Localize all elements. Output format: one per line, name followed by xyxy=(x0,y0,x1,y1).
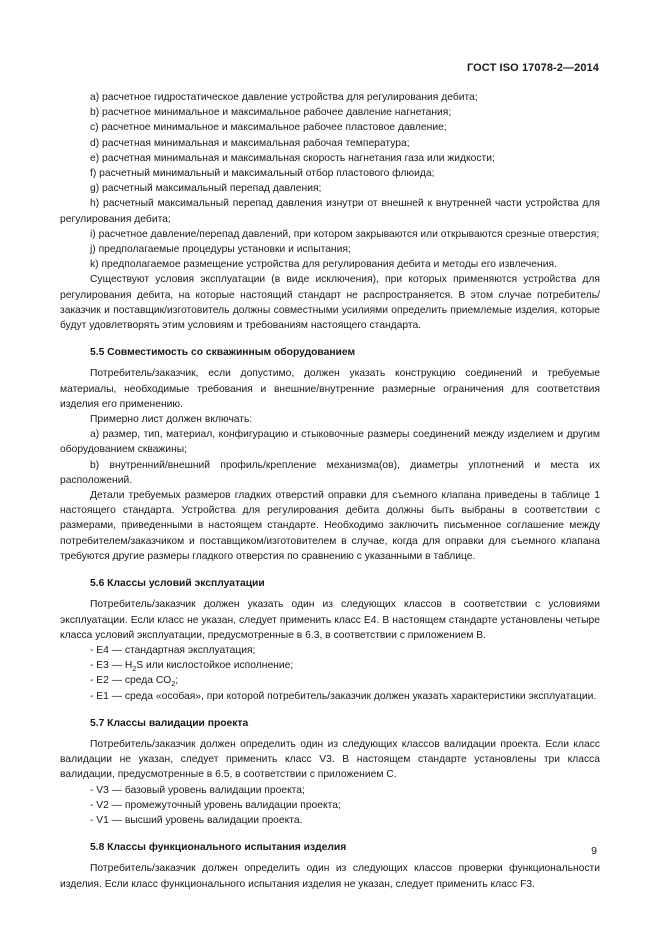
section-5-6-heading: 5.6 Классы условий эксплуатации xyxy=(90,578,265,590)
section-5-5-paragraph: Примерно лист должен включать: xyxy=(90,414,253,426)
list-item: f) расчетный минимальный и максимальный отбор пластового флюида; xyxy=(90,168,435,180)
section-5-7-heading: 5.7 Классы валидации проекта xyxy=(90,717,249,729)
list-item: e) расчетная минимальная и максимальная скорость нагнетания газа или жидкости; xyxy=(90,152,495,164)
class-e2-text: - E2 — среда CO xyxy=(90,675,172,687)
list-item xyxy=(60,673,600,688)
list-item: a) расчетное гидростатическое давление устройства для регулирования дебита; xyxy=(90,92,478,103)
list-item: i) расчетное давление/перепад давлений, при котором закрываются или открываются срезные отверстия; xyxy=(90,228,600,240)
document-code-header: ГОСТ ISO 17078-2—2014 xyxy=(466,62,599,74)
list-item: g) расчетный максимальный перепад давления; xyxy=(90,183,322,195)
list-item: h) расчетный максимальный перепад давления изнутри от внешней к внутренней части устройства для регулирования дебита; xyxy=(60,198,600,225)
subscript: 2 xyxy=(132,666,137,674)
class-e3-text: - E3 — H xyxy=(90,660,133,672)
section-5-7-paragraph: Потребитель/заказчик должен определить один из следующих классов валидации проекта. Если класс валидации не указан, следует применить класс V3. В настоящем стандарте установлены три класса валидации, предусмотренные в 6.5, в соответствии с приложением С. xyxy=(60,738,600,781)
subscript: 2 xyxy=(171,681,176,689)
list-item: k) предполагаемое размещение устройства для регулирования дебита и методы его извлечения. xyxy=(90,259,557,271)
list-item: - V1 — высший уровень валидации проекта. xyxy=(90,814,303,826)
list-item: c) расчетное минимальное и максимальное рабочее пластовое давление; xyxy=(90,122,447,134)
list-item: b) расчетное минимальное и максимальное рабочее давление нагнетания; xyxy=(90,107,452,119)
section-5-8-paragraph: Потребитель/заказчик должен определить один из следующих классов проверки функциональности изделия. Если класс функционального испытания изделия не указан, следует применить класс F3. xyxy=(60,863,600,890)
section-5-8-heading: 5.8 Классы функционального испытания изделия xyxy=(90,842,347,854)
list-item: - E1 — среда «особая», при которой потребитель/заказчик должен указать характеристики эксплуатации. xyxy=(90,690,597,702)
list-item: - V3 — базовый уровень валидации проекта; xyxy=(90,784,305,796)
page-number: 9 xyxy=(591,845,597,857)
list-item: a) размер, тип, материал, конфигурацию и стыковочные размеры соединений между изделием и другим оборудованием скважины; xyxy=(60,429,600,456)
exceptions-paragraph: Существуют условия эксплуатации (в виде исключения), при которых применяются устройства для регулирования дебита, на которые настоящий стандарт не распространяется. В этом случае потребитель/заказчик и поставщик/изготовитель должны совместными усилиями определить приемлемые изделия, которые будут удовлетворять этим условиям и требованиям настоящего стандарта. xyxy=(60,274,600,332)
list-item: - V2 — промежуточный уровень валидации проекта; xyxy=(90,799,341,811)
list-item: j) предполагаемые процедуры установки и испытания; xyxy=(90,244,351,256)
requirements-list xyxy=(60,90,600,272)
section-5-5-paragraph: Потребитель/заказчик, если допустимо, должен указать конструкцию соединений и требуемые материалы, необходимые требования и внешние/внутренние размерные ограничения для соответствия изделия его применению. xyxy=(60,368,600,410)
class-e3-text: S или кислостойкое исполнение; xyxy=(136,660,294,672)
page-body xyxy=(60,90,600,892)
section-5-6-paragraph: Потребитель/заказчик должен указать один из следующих классов в соответствии с условиями эксплуатации. Если класс не указан, следует применить класс E4. В настоящем стандарте установлены четыре класса условий эксплуатации, предусмотренные в 6.3, в соответствии с приложением В. xyxy=(60,599,600,641)
section-5-5-heading: 5.5 Совместимость со скважинным оборудованием xyxy=(90,347,356,359)
list-item: b) внутренний/внешний профиль/крепление механизма(ов), диаметры уплотнений и места их расположений. xyxy=(60,459,600,486)
list-item: - E4 — стандартная эксплуатация; xyxy=(90,644,256,656)
list-item: d) расчетная минимальная и максимальная рабочая температура; xyxy=(90,137,410,149)
list-item xyxy=(60,658,600,673)
class-e2-text: ; xyxy=(175,675,179,687)
section-5-5-paragraph: Детали требуемых размеров гладких отверстий оправки для съемного клапана приведены в таблице 1 настоящего стандарта. Устройства для регулирования дебита должны быть выбраны в соответствии с размерами, приведенными в настоящем стандарте. Необходимо заключить письменное соглашение между потребителем/заказчиком и поставщиком/изготовителем в случае, когда для оправки для съемного клапана требуются другие размеры гладкого отверстия по сравнению с указанными в таблице. xyxy=(60,490,600,562)
